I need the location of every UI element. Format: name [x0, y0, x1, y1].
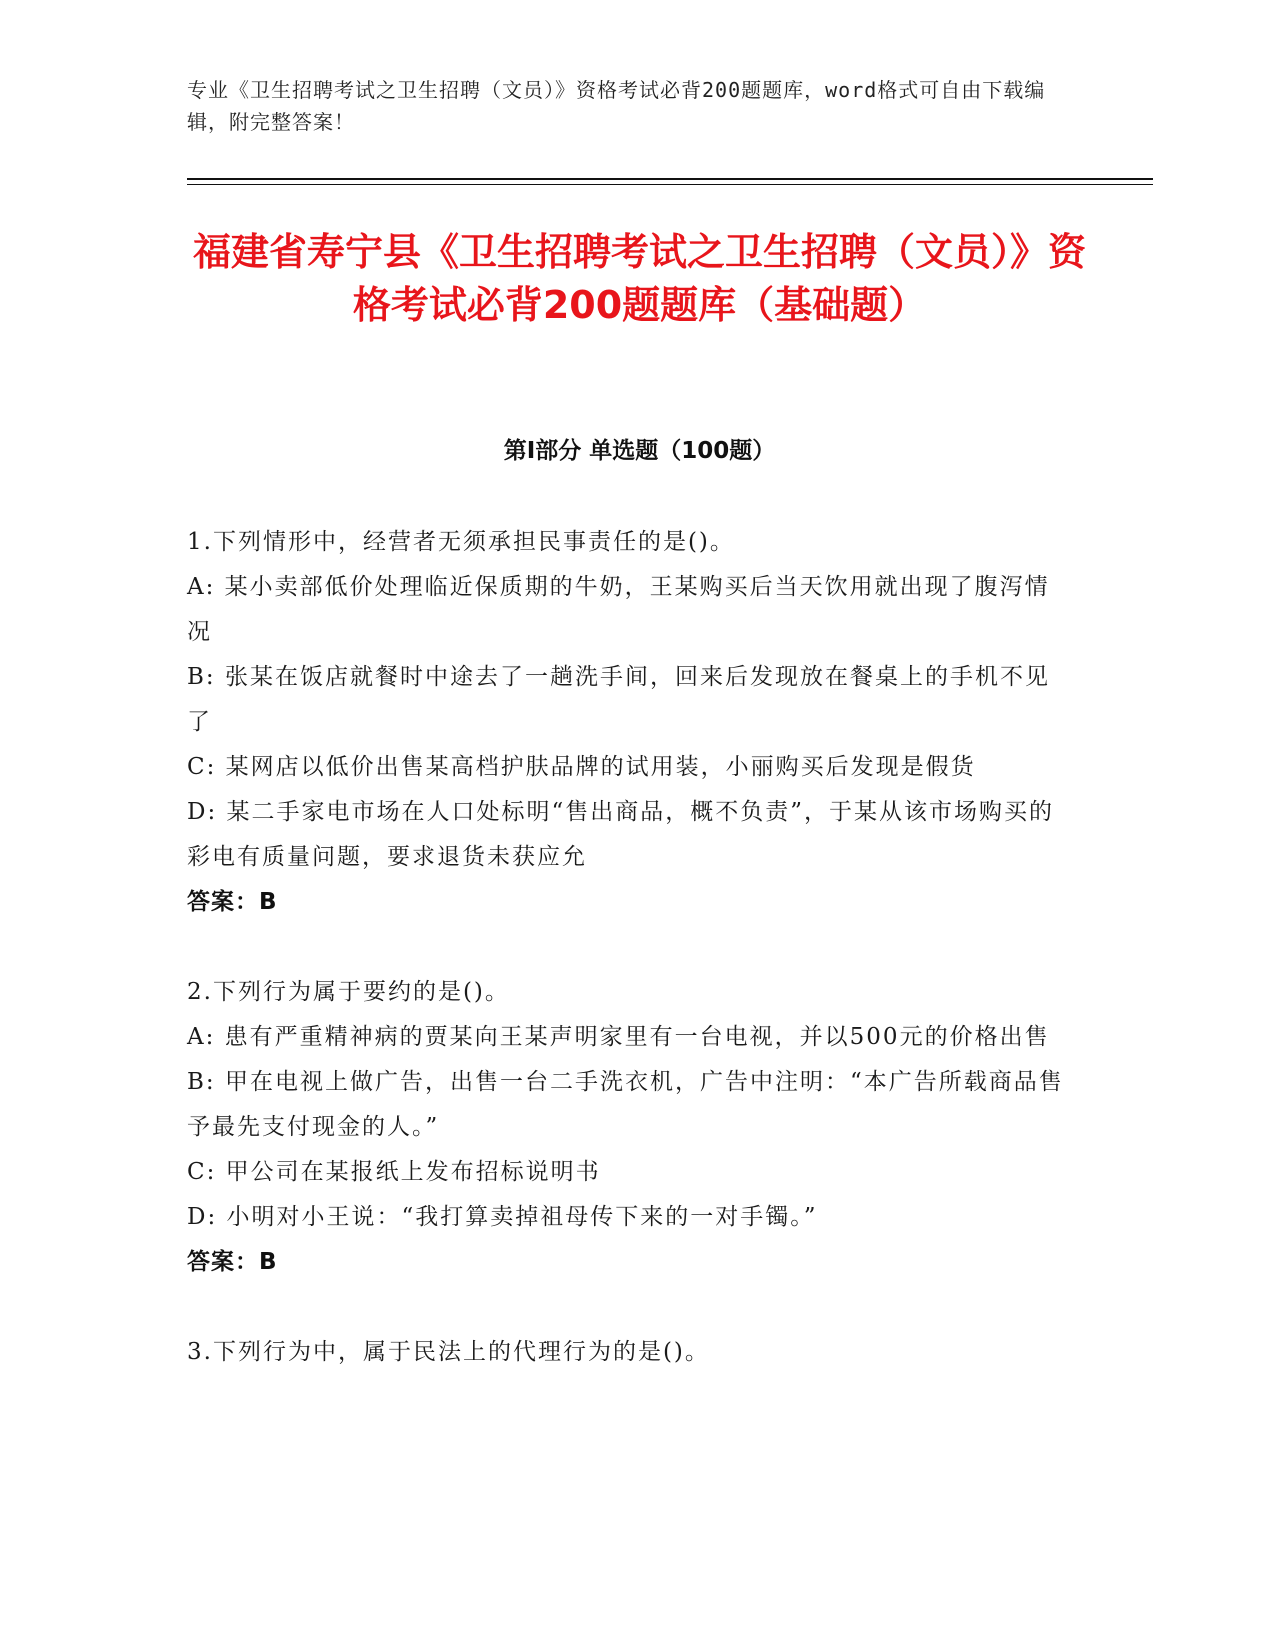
- answer: 答案：B: [187, 1249, 278, 1275]
- question-stem: 2.下列行为属于要约的是()。: [187, 979, 510, 1005]
- option-b: B: 甲在电视上做广告，出售一台二手洗衣机，广告中注明：“本广告所载商品售予最先支付现金的人。”: [187, 1069, 1064, 1140]
- section-title: 第I部分 单选题（100题）: [503, 438, 776, 464]
- question-stem: 3.下列行为中，属于民法上的代理行为的是()。: [187, 1339, 710, 1365]
- option-a: A: 患有严重精神病的贾某向王某声明家里有一台电视，并以500元的价格出售: [187, 1024, 1050, 1050]
- question-spacer: [187, 1285, 1067, 1330]
- option-d: D: 小明对小王说：“我打算卖掉祖母传下来的一对手镯。”: [187, 1204, 818, 1230]
- header-rule-thick: [187, 178, 1153, 180]
- document-title: 福建省寿宁县《卫生招聘考试之卫生招聘（文员）》资格考试必背200题题库（基础题）: [192, 230, 1086, 327]
- answer: 答案：B: [187, 889, 278, 915]
- question-list: [187, 520, 1067, 1375]
- option-d: D: 某二手家电市场在人口处标明“售出商品，概不负责”，于某从该市场购买的彩电有质量问题，要求退货未获应允: [187, 799, 1055, 870]
- option-b: B: 张某在饭店就餐时中途去了一趟洗手间，回来后发现放在餐桌上的手机不见了: [187, 664, 1050, 735]
- header-note: 专业《卫生招聘考试之卫生招聘（文员）》资格考试必背200题题库，word格式可自由下载编辑，附完整答案！: [187, 78, 1046, 134]
- question-2: [187, 970, 1067, 1285]
- question-stem: 1.下列情形中，经营者无须承担民事责任的是()。: [187, 529, 735, 555]
- question-spacer: [187, 925, 1067, 970]
- question-3: [187, 1330, 1067, 1375]
- option-c: C: 甲公司在某报纸上发布招标说明书: [187, 1159, 601, 1185]
- option-c: C: 某网店以低价出售某高档护肤品牌的试用装，小丽购买后发现是假货: [187, 754, 976, 780]
- header-rule-thin: [187, 184, 1153, 185]
- question-1: [187, 520, 1067, 925]
- option-a: A: 某小卖部低价处理临近保质期的牛奶，王某购买后当天饮用就出现了腹泻情况: [187, 574, 1050, 645]
